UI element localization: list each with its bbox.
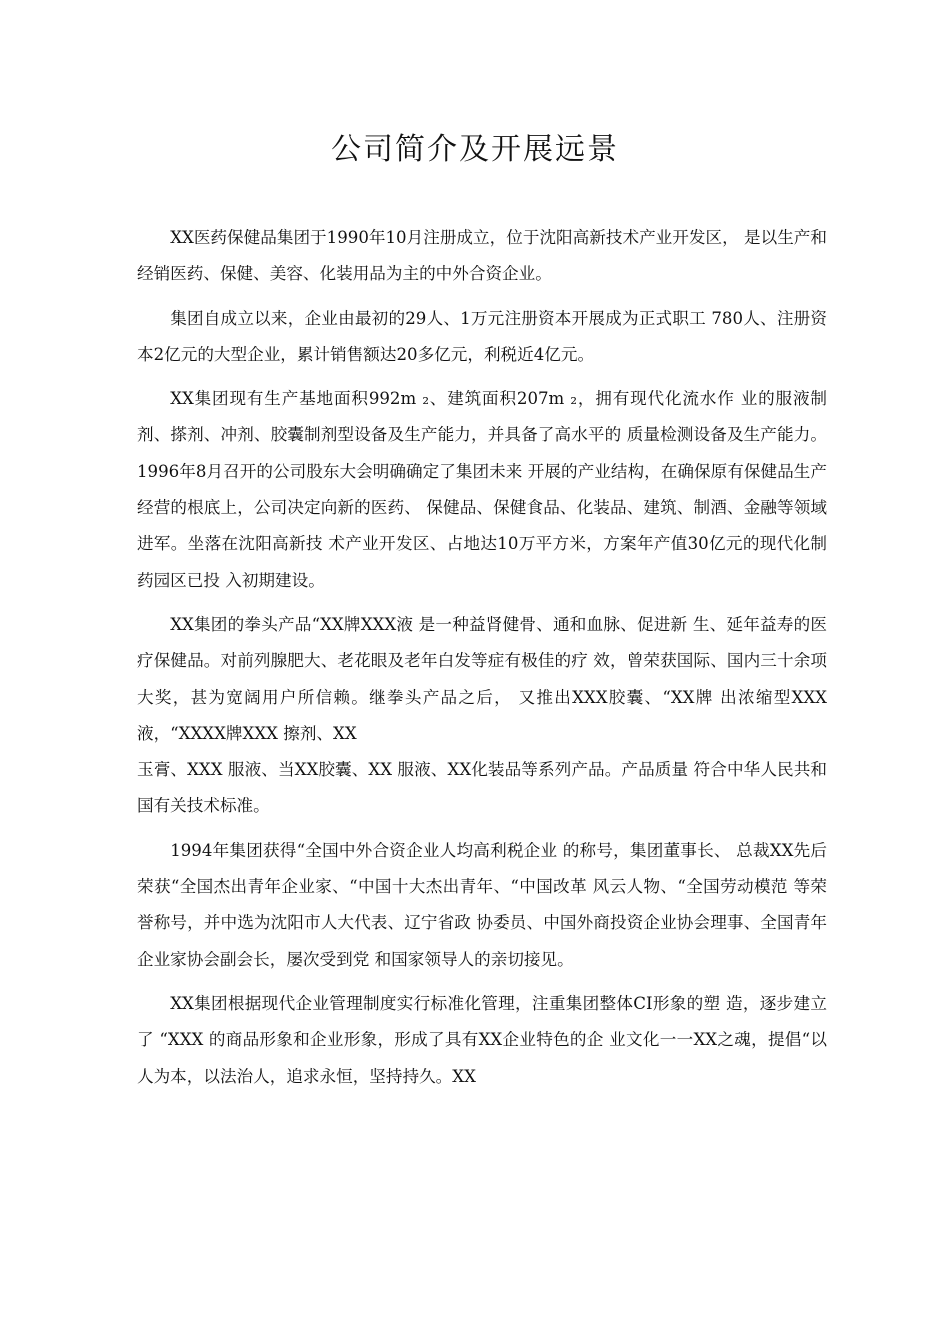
paragraph-products-continued: 玉膏、XXX 服液、当XX胶囊、XX 服液、XX化装品等系列产品。产品质量 符合中华人民共和国有关技术标准。 bbox=[137, 760, 827, 816]
paragraph-management: XX集团根据现代企业管理制度实行标准化管理，注重集团整体CI形象的塑 造，逐步建立了 “XXX 的商品形象和企业形象，形成了具有XX企业特色的企 业文化一一XX之魂，提倡“以人为本，以法治人，追求永恒，坚持持久。XX bbox=[137, 993, 827, 1086]
paragraph-honors: 1994年集团获得“全国中外合资企业人均高利税企业 的称号，集团董事长、 总裁XX先后荣获“全国杰出青年企业家、“中国十大杰出青年、“中国改革 风云人物、“全国劳动模范 等荣誉称号，并中选为沈阳市人大代表、辽宁省政 协委员、中国外商投资企业协会理事、全国青年企业家协会副会长，屡次受到党 和国家领导人的亲切接见。 bbox=[137, 840, 827, 969]
paragraph-facilities: XX集团现有生产基地面积992m ₂、建筑面积207m ₂，拥有现代化流水作 业的服液制剂、搽剂、冲剂、胶囊制剂型设备及生产能力，并具备了高水平的 质量检测设备及生产能力。1996年8月召开的公司股东大会明确确定了集团未来 开展的产业结构，在确保原有保健品生产经营的根底上，公司决定向新的医药、 保健品、保健食品、化装品、建筑、制酒、金融等领域进军。坐落在沈阳高新技 术产业开发区、占地达10万平方米，方案年产值30亿元的现代化制药园区已投 入初期建设。 bbox=[137, 389, 827, 590]
document-body bbox=[137, 220, 827, 1103]
paragraph-products: XX集团的拳头产品“XX牌XXX液 是一种益肾健骨、通和血脉、促进新 生、延年益寿的医疗保健品。对前列腺肥大、老花眼及老年白发等症有极佳的疗 效，曾荣获国际、国内三十余项大奖，甚为宽阔用户所信赖。继拳头产品之后， 又推出XXX胶囊、“XX牌 出浓缩型XXX液，“XXXX牌XXX 擦剂、XX bbox=[137, 614, 827, 743]
paragraph-company-intro: XX医药保健品集团于1990年10月注册成立，位于沈阳高新技术产业开发区， 是以生产和经销医药、保健、美容、化装用品为主的中外合资企业。 bbox=[137, 228, 827, 284]
document-title: 公司简介及开展远景 bbox=[331, 132, 619, 167]
paragraph-growth: 集团自成立以来，企业由最初的29人、1万元注册资本开展成为正式职工 780人、注册资本2亿元的大型企业，累计销售额达20多亿元，利税近4亿元。 bbox=[137, 308, 827, 364]
